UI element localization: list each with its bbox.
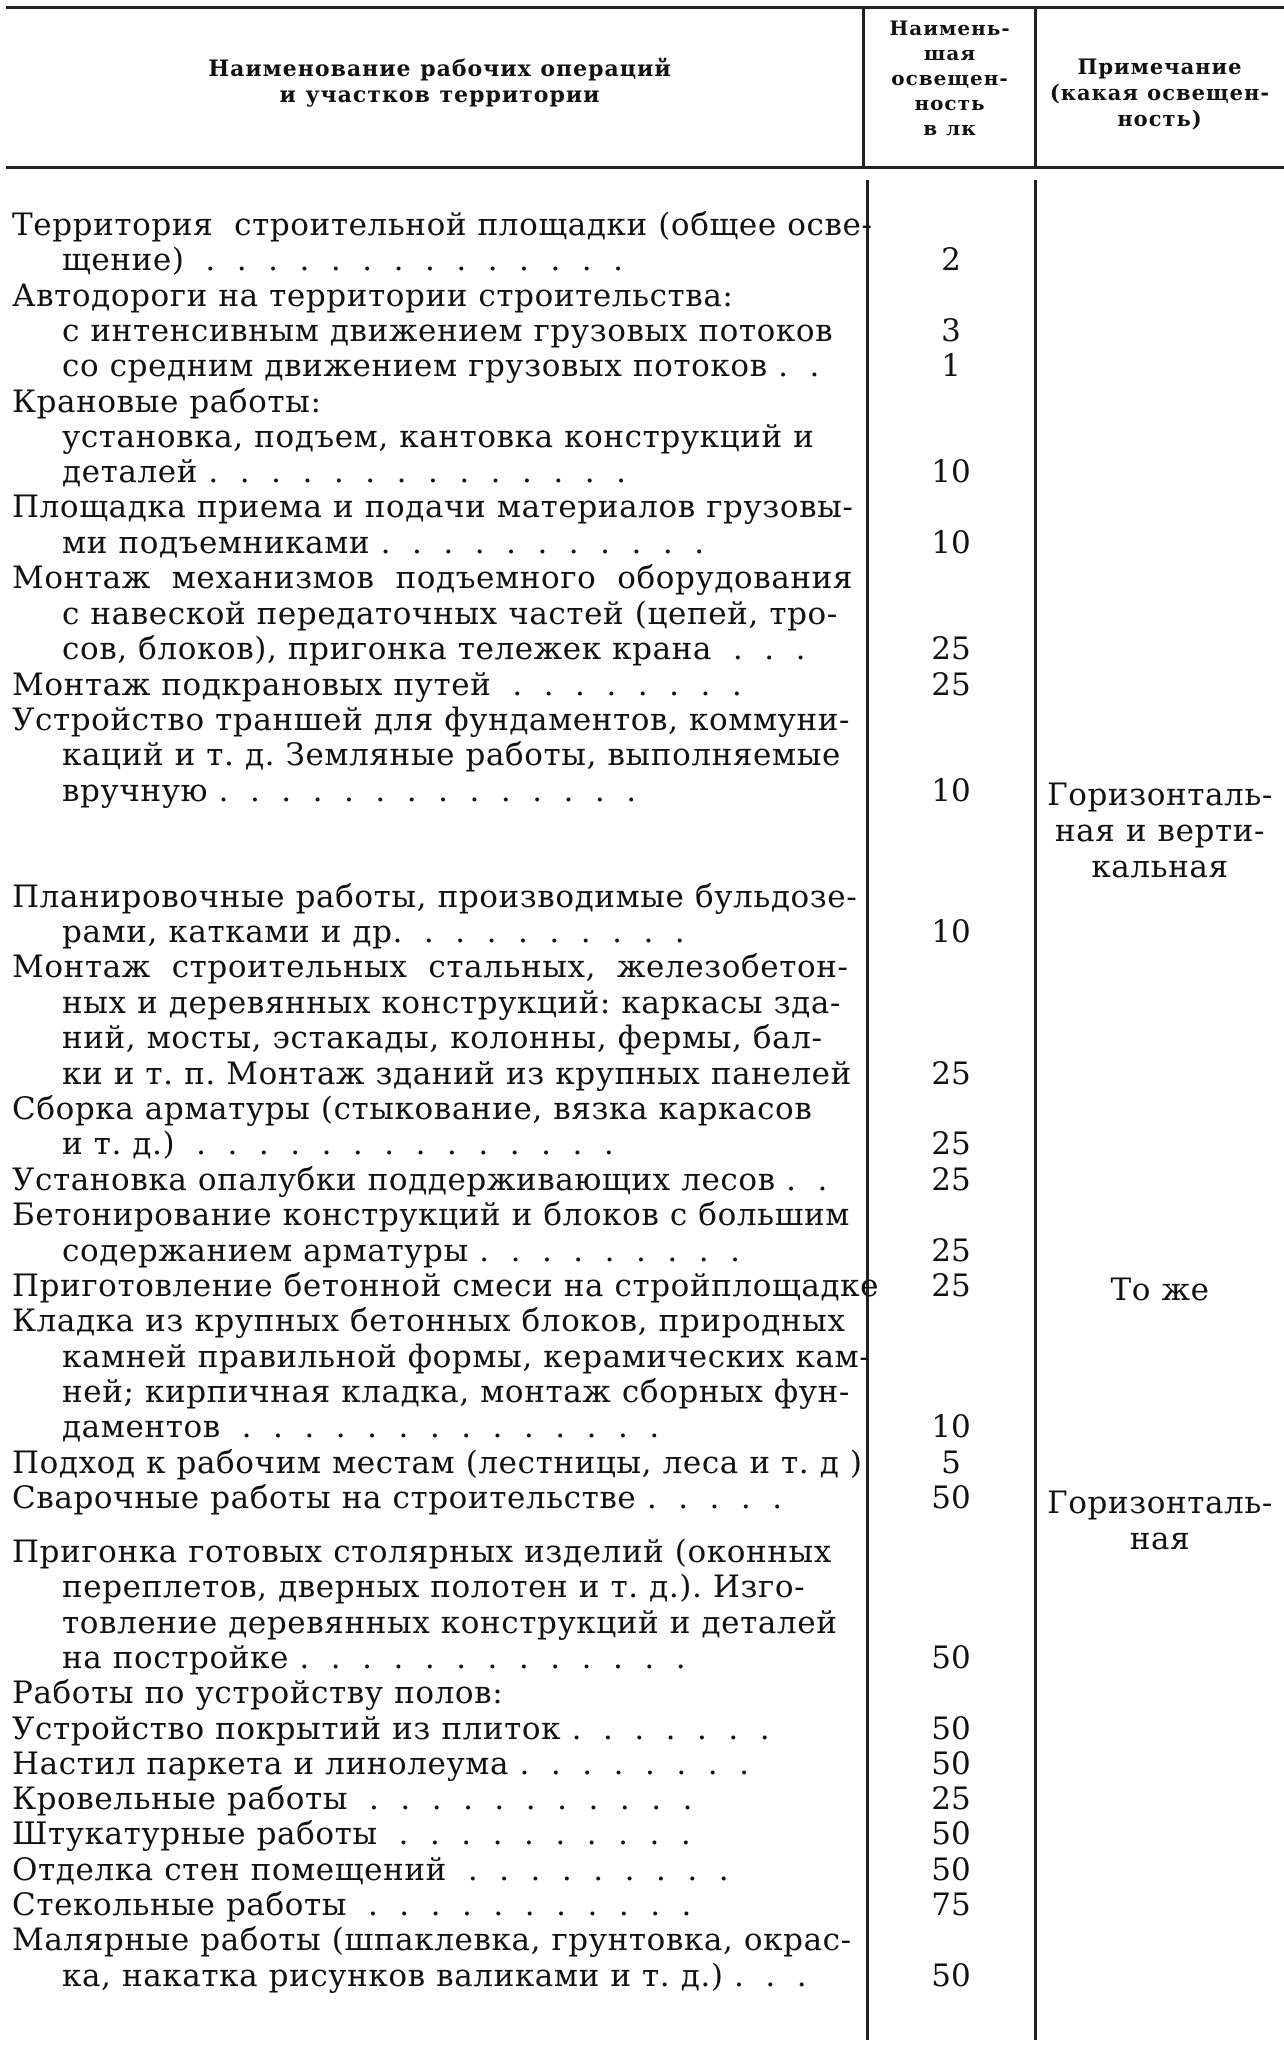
table-row — [0, 385, 1284, 420]
row-operation-text: со средним движением грузовых потоков . . — [62, 348, 820, 384]
row-operation-text: ний, мосты, эстакады, колонны, фермы, бал- — [62, 1020, 823, 1056]
table-row — [0, 526, 1284, 561]
table-row — [0, 668, 1284, 703]
table-row — [0, 1304, 1284, 1339]
row-operation-text: ки и т. п. Монтаж зданий из крупных панелей — [62, 1056, 852, 1092]
row-min-illuminance: 10 — [931, 525, 971, 561]
row-operation-text: Бетонирование конструкций и блоков с большим — [12, 1197, 851, 1233]
row-min-illuminance: 50 — [931, 1958, 971, 1994]
row-operation-text: камней правильной формы, керамических кам- — [62, 1339, 871, 1375]
row-operation-text: с интенсивным движением грузовых потоков — [62, 313, 834, 349]
row-min-illuminance: 10 — [931, 773, 971, 809]
table-row — [0, 1606, 1284, 1641]
row-operation-text: Настил паркета и линолеума . . . . . . . . — [12, 1746, 750, 1782]
row-operation-text: Приготовление бетонной смеси на стройплощадке — [12, 1268, 880, 1304]
row-operation-text: Пригонка готовых столярных изделий (оконных — [12, 1534, 832, 1570]
row-operation-text: Монтаж строительных стальных, железобетон- — [12, 949, 849, 985]
row-min-illuminance: 50 — [931, 1480, 971, 1516]
table-row — [0, 1817, 1284, 1852]
table-row — [0, 1923, 1284, 1958]
row-operation-text: с навеской передаточных частей (цепей, тро- — [62, 596, 838, 632]
row-operation-text: ных и деревянных конструкций: каркасы зда- — [62, 985, 841, 1021]
row-operation-text: товление деревянных конструкций и деталей — [62, 1605, 838, 1641]
table-row — [0, 1782, 1284, 1817]
row-min-illuminance: 25 — [931, 1056, 971, 1092]
header-bottom-rule — [6, 166, 1284, 169]
table-row — [0, 986, 1284, 1021]
row-operation-text: Территория строительной площадки (общее осве- — [12, 207, 873, 243]
row-operation-text: ней; кирпичная кладка, монтаж сборных фун- — [62, 1374, 850, 1410]
table-row — [0, 1853, 1284, 1888]
column-header-operation: Наименование рабочих операций и участков территории — [208, 56, 672, 108]
row-operation-text: на постройке . . . . . . . . . . . . . — [62, 1640, 687, 1676]
table-row — [0, 1340, 1284, 1375]
row-operation-text: Площадка приема и подачи материалов грузовы- — [12, 489, 854, 525]
row-operation-text: вручную . . . . . . . . . . . . . . — [62, 773, 637, 809]
table-row — [0, 314, 1284, 349]
row-operation-text: Малярные работы (шпаклевка, грунтовка, окрас- — [12, 1922, 852, 1958]
table-row — [0, 1446, 1284, 1481]
row-min-illuminance: 5 — [941, 1445, 961, 1481]
table-row — [0, 632, 1284, 667]
table-row — [0, 420, 1284, 455]
row-min-illuminance: 50 — [931, 1852, 971, 1888]
row-operation-text: Монтаж механизмов подъемного оборудования — [12, 560, 854, 596]
table-row — [0, 1057, 1284, 1092]
row-operation-text: содержанием арматуры . . . . . . . . . — [62, 1233, 741, 1269]
table-row — [0, 1959, 1284, 1994]
row-min-illuminance: 50 — [931, 1711, 971, 1747]
row-operation-text: установка, подъем, кантовка конструкций и — [62, 419, 815, 455]
row-operation-text: Установка опалубки поддерживающих лесов . . — [12, 1162, 828, 1198]
table-row — [0, 490, 1284, 525]
row-min-illuminance: 50 — [931, 1746, 971, 1782]
row-min-illuminance: 25 — [931, 1268, 971, 1304]
note-horizontal: Горизонталь- ная — [1047, 1485, 1273, 1557]
table-row — [0, 1676, 1284, 1711]
table-row — [0, 1375, 1284, 1410]
table-row — [0, 208, 1284, 243]
row-min-illuminance: 50 — [931, 1816, 971, 1852]
row-min-illuminance: 25 — [931, 1781, 971, 1817]
table-row — [0, 1747, 1284, 1782]
row-operation-text: Работы по устройству полов: — [12, 1675, 504, 1711]
row-min-illuminance: 50 — [931, 1640, 971, 1676]
row-min-illuminance: 1 — [941, 348, 961, 384]
table-row — [0, 1570, 1284, 1605]
table-row — [0, 950, 1284, 985]
row-operation-text: Штукатурные работы . . . . . . . . . . — [12, 1816, 692, 1852]
row-operation-text: щение) . . . . . . . . . . . . . . — [62, 242, 624, 278]
row-min-illuminance: 10 — [931, 914, 971, 950]
table-row — [0, 1234, 1284, 1269]
row-operation-text: Автодороги на территории строительства: — [12, 278, 734, 314]
row-operation-text: и т. д.) . . . . . . . . . . . . . . — [62, 1126, 615, 1162]
row-operation-text: Устройство траншей для фундаментов, коммуни- — [12, 702, 851, 738]
row-operation-text: Планировочные работы, производимые бульдозе- — [12, 879, 858, 915]
row-operation-text: Сборка арматуры (стыкование, вязка каркасов — [12, 1091, 813, 1127]
table-row — [0, 1410, 1284, 1445]
table-row — [0, 703, 1284, 738]
row-operation-text: Сварочные работы на строительстве . . . . . — [12, 1480, 783, 1516]
row-min-illuminance: 25 — [931, 1233, 971, 1269]
table-top-rule — [6, 6, 1284, 9]
row-operation-text: сов, блоков), пригонка тележек крана . . . — [62, 631, 807, 667]
table-row — [0, 1888, 1284, 1923]
table-row — [0, 279, 1284, 314]
note-horizontal-vertical: Горизонталь- ная и верти- кальная — [1047, 777, 1273, 885]
table-row — [0, 1163, 1284, 1198]
table-row — [0, 455, 1284, 490]
table-row — [0, 738, 1284, 773]
row-min-illuminance: 10 — [931, 1409, 971, 1445]
table-row — [0, 597, 1284, 632]
column-header-note: Примечание (какая освещен- ность) — [1049, 54, 1271, 131]
table-row — [0, 1641, 1284, 1676]
table-row — [0, 1021, 1284, 1056]
table-row — [0, 880, 1284, 915]
row-min-illuminance: 10 — [931, 454, 971, 490]
row-operation-text: Устройство покрытий из плиток . . . . . . . — [12, 1711, 771, 1747]
table-row — [0, 1198, 1284, 1233]
row-operation-text: Отделка стен помещений . . . . . . . . . — [12, 1852, 730, 1888]
table-row — [0, 349, 1284, 384]
table-row — [0, 243, 1284, 278]
row-min-illuminance: 3 — [941, 313, 961, 349]
row-operation-text: Кладка из крупных бетонных блоков, природных — [12, 1303, 846, 1339]
row-operation-text: Подход к рабочим местам (лестницы, леса и т. д ) — [12, 1445, 863, 1481]
table-row — [0, 1127, 1284, 1162]
row-min-illuminance: 2 — [941, 242, 961, 278]
note-same: То же — [1110, 1272, 1210, 1308]
row-operation-text: каций и т. д. Земляные работы, выполняемые — [62, 737, 841, 773]
table-row — [0, 915, 1284, 950]
row-min-illuminance: 25 — [931, 631, 971, 667]
table-row — [0, 561, 1284, 596]
row-operation-text: деталей . . . . . . . . . . . . . . — [62, 454, 627, 490]
row-min-illuminance: 25 — [931, 1126, 971, 1162]
table-row — [0, 1712, 1284, 1747]
row-min-illuminance: 25 — [931, 667, 971, 703]
table-row — [0, 1092, 1284, 1127]
row-operation-text: рами, катками и др. . . . . . . . . . — [62, 914, 686, 950]
column-header-min-illuminance: Наимень- шая освещен- ность в лк — [889, 16, 1011, 140]
row-operation-text: Кровельные работы . . . . . . . . . . . — [12, 1781, 694, 1817]
row-operation-text: ка, накатка рисунков валиками и т. д.) . . . — [62, 1958, 808, 1994]
row-operation-text: ми подъемниками . . . . . . . . . . . — [62, 525, 705, 561]
row-operation-text: Стекольные работы . . . . . . . . . . . — [12, 1887, 693, 1923]
row-min-illuminance: 75 — [931, 1887, 971, 1923]
row-operation-text: Монтаж подкрановых путей . . . . . . . . — [12, 667, 743, 703]
row-operation-text: даментов . . . . . . . . . . . . . . — [62, 1409, 660, 1445]
row-min-illuminance: 25 — [931, 1162, 971, 1198]
row-operation-text: Крановые работы: — [12, 384, 322, 420]
row-operation-text: переплетов, дверных полотен и т. д.). Изго- — [62, 1569, 806, 1605]
